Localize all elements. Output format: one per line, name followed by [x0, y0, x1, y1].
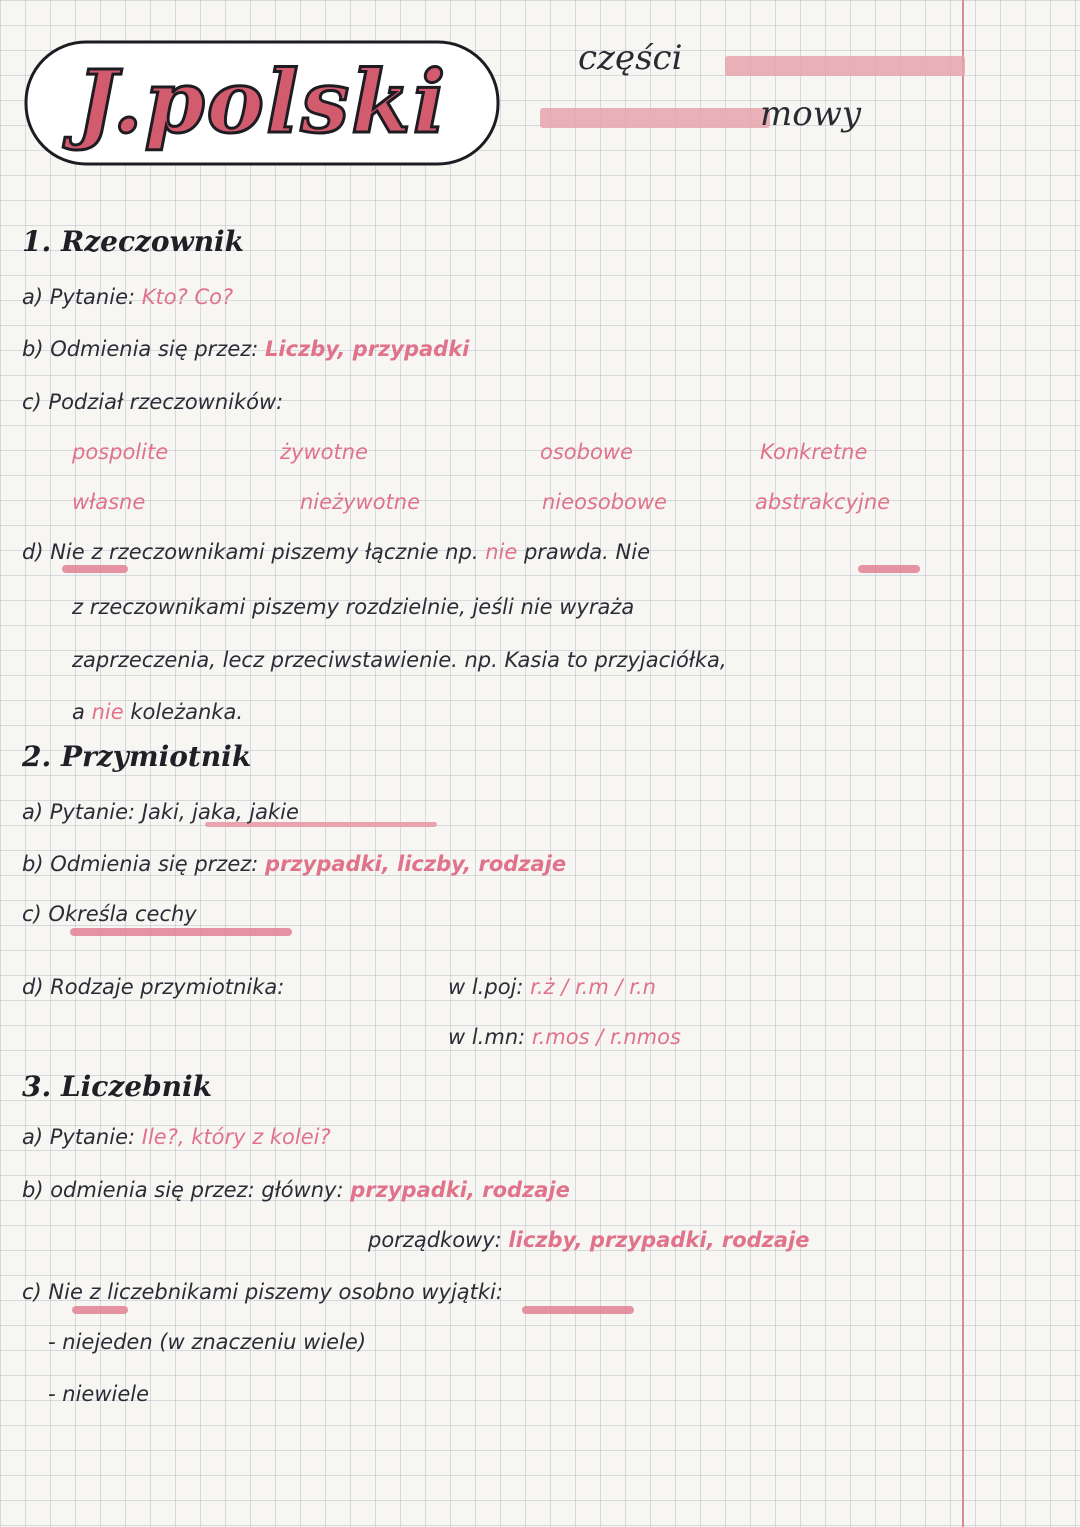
value: liczby, przypadki, rodzaje [508, 1228, 810, 1252]
value: r.ż / r.m / r.n [530, 975, 656, 999]
text: a [72, 700, 85, 724]
label: a) Pytanie: [22, 1125, 136, 1149]
list-item: - niejeden (w znaczeniu wiele) [48, 1330, 367, 1354]
noun-kind: nieosobowe [542, 490, 667, 514]
question-row [22, 285, 233, 309]
gender-row [448, 975, 656, 999]
text: prawda. [523, 540, 609, 564]
gender-row [448, 1025, 681, 1049]
label: b) Odmienia się przez: [22, 852, 259, 876]
text: nie [91, 700, 124, 724]
underline-mark [72, 1306, 128, 1314]
gender-label: d) Rodzaje przymiotnika: [22, 975, 285, 999]
label: a) Pytanie: [22, 285, 136, 309]
inflection-row [368, 1228, 810, 1252]
classification-label: c) Podział rzeczowników: [22, 390, 284, 414]
highlight-stroke [725, 56, 965, 76]
list-item: - niewiele [48, 1382, 150, 1406]
label: a) Pytanie: [22, 800, 136, 824]
noun-kind: abstrakcyjne [755, 490, 891, 514]
value: przypadki, liczby, rodzaje [265, 852, 567, 876]
noun-kind: własne [72, 490, 146, 514]
subtitle-line2: mowy [760, 94, 862, 134]
rule-line: zaprzeczenia, lecz przeciwstawienie. np. Kasia to przyjaciółka, [72, 648, 727, 672]
text: koleżanka. [130, 700, 243, 724]
underline-mark [70, 928, 292, 936]
text: wyjątki: [421, 1280, 503, 1304]
label: w l.poj: [448, 975, 524, 999]
noun-kind: nieżywotne [300, 490, 421, 514]
page-title: J.polski [76, 52, 448, 153]
label: główny: [261, 1178, 344, 1202]
noun-kind: osobowe [540, 440, 633, 464]
underline-mark [62, 565, 128, 573]
label: b) odmienia się przez: [22, 1178, 255, 1202]
subtitle-line1: części [578, 38, 683, 78]
inflection-row [22, 1178, 570, 1202]
feature-row: c) Określa cechy [22, 902, 197, 926]
section-heading: 2. Przymiotnik [22, 740, 252, 773]
text: c) Nie [22, 1280, 83, 1304]
underline-mark [858, 565, 920, 573]
rule-line: z rzeczownikami piszemy rozdzielnie, jeśli nie wyraża [72, 595, 635, 619]
value: Ile?, który z kolei? [141, 1125, 331, 1149]
noun-kind: żywotne [280, 440, 368, 464]
highlight-stroke [540, 108, 770, 128]
section-heading: 3. Liczebnik [22, 1070, 213, 1103]
value: Liczby, przypadki [265, 337, 470, 361]
value: Kto? Co? [141, 285, 234, 309]
underline-mark [522, 1306, 634, 1314]
noun-kind: Konkretne [760, 440, 868, 464]
section-heading: 1. Rzeczownik [22, 225, 245, 258]
text: Nie [615, 540, 650, 564]
text: d) Nie [22, 540, 85, 564]
label: b) Odmienia się przez: [22, 337, 259, 361]
margin-line [962, 0, 964, 1527]
title-sticker [22, 28, 502, 178]
text: nie [485, 540, 518, 564]
value: Jaki, jaka, jakie [141, 800, 299, 824]
text: osobno [338, 1280, 415, 1304]
noun-kind: pospolite [72, 440, 169, 464]
value: r.mos / r.nmos [531, 1025, 681, 1049]
label: w l.mn: [448, 1025, 526, 1049]
text: z rzeczownikami piszemy łącznie np. [91, 540, 479, 564]
rule-line [22, 540, 650, 564]
text: z liczebnikami piszemy [89, 1280, 332, 1304]
inflection-row [22, 337, 469, 361]
value: przypadki, rodzaje [350, 1178, 570, 1202]
inflection-row [22, 852, 566, 876]
label: porządkowy: [368, 1228, 502, 1252]
rule-line [72, 700, 243, 724]
question-row [22, 1125, 331, 1149]
question-row [22, 800, 299, 824]
rule-line [22, 1280, 503, 1304]
